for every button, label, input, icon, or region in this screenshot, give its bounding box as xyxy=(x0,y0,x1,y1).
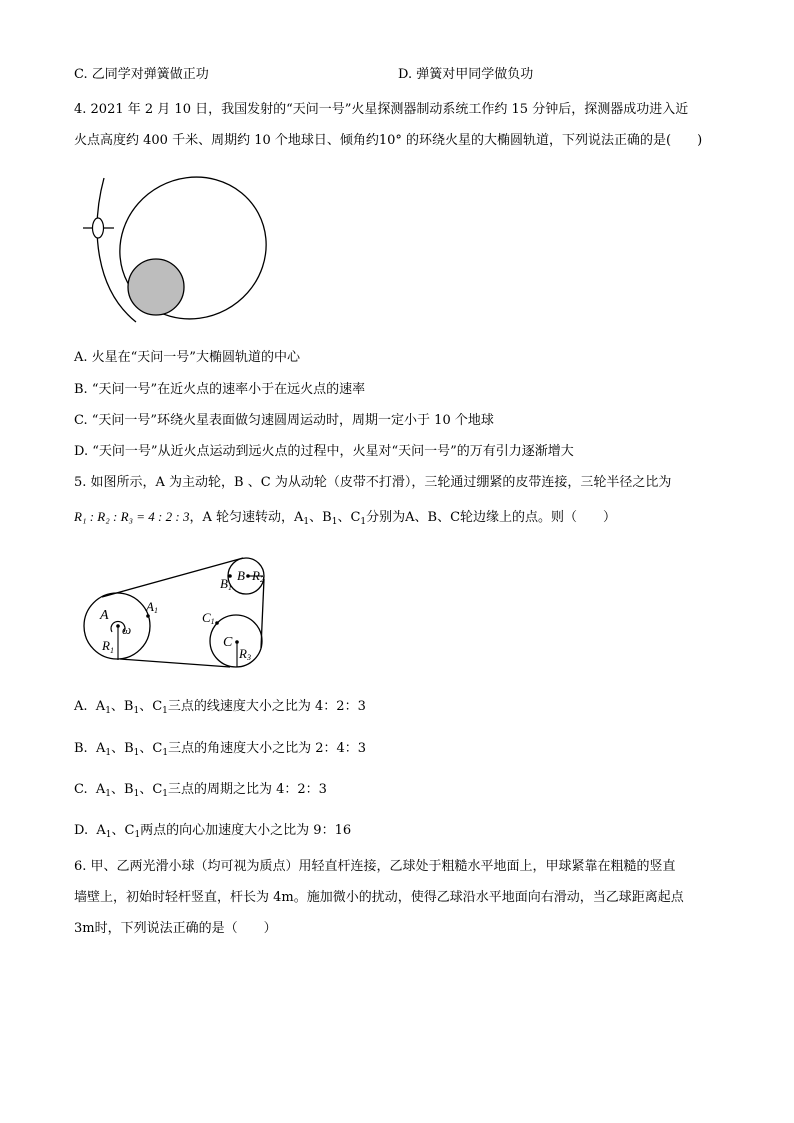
q5-option-d: D. $A_1$、$C_1$两点的向心加速度大小之比为 9：16 xyxy=(74,823,352,840)
label-r3: R3 xyxy=(239,646,251,662)
q3-option-c: C. 乙同学对弹簧做正功 xyxy=(74,67,209,82)
q4-stem-line2: 火点高度约 400 千米、周期约 10 个地球日、倾角约10° 的环绕火星的大椭圆轨道，下列说法正确的是( ) xyxy=(74,133,703,148)
belt-pulley-figure xyxy=(80,554,280,678)
q6-stem-line3: 3m时，下列说法正确的是（ ） xyxy=(74,921,277,936)
q5-option-c: C. $A_1$、$B_1$、$C_1$三点的周期之比为 4：2：3 xyxy=(74,782,327,799)
q5-stem-line2-a: ，A 轮匀速转动，A xyxy=(189,510,304,525)
q6-stem-line1: 6. 甲、乙两光滑小球（均可视为质点）用轻直杆连接，乙球处于粗糙水平地面上，甲球紧靠在粗糙的竖直 xyxy=(74,859,676,874)
label-a: A xyxy=(100,608,109,623)
label-r2: R2 xyxy=(252,568,264,584)
label-c: C xyxy=(223,635,233,650)
approach-trajectory xyxy=(97,178,136,322)
label-c1: C1 xyxy=(202,610,215,626)
q3-option-d: D. 弹簧对甲同学做负功 xyxy=(398,67,534,82)
belt-right xyxy=(261,579,264,648)
q5-stem-line2-d: 分别为A、B、C轮边缘上的点。则（ ） xyxy=(366,510,617,525)
q5-option-b: B. $A_1$、$B_1$、$C_1$三点的角速度大小之比为 2：4：3 xyxy=(74,741,367,758)
mars-orbit-figure xyxy=(78,170,268,340)
q5-stem-line2-c: 、C xyxy=(337,510,361,525)
q5-stem-line1: 5. 如图所示，A 为主动轮，B 、C 为从动轮（皮带不打滑），三轮通过绷紧的皮带连接，三轮半径之比为 xyxy=(74,475,672,490)
elliptical-orbit xyxy=(95,170,268,340)
label-r1: $R_1$ xyxy=(102,638,114,655)
q5-stem-line2: R₁ : R₂ : R₃ = 4 : 2 : 3，A 轮匀速转动，$A_1$、$B_1$、$C_1$分别为A、B、C轮边缘上的点。则（ ） xyxy=(74,509,617,527)
probe-icon xyxy=(83,218,114,238)
q4-option-d: D. “天问一号”从近火点运动到远火点的过程中，火星对“天问一号”的万有引力逐渐增大 xyxy=(74,444,574,459)
q4-stem-line1: 4. 2021 年 2 月 10 日，我国发射的“天问一号”火星探测器制动系统工作约 15 分钟后，探测器成功进入近 xyxy=(74,102,689,117)
q5-option-a: A. $A_1$、$B_1$、$C_1$三点的线速度大小之比为 4：2：3 xyxy=(74,699,366,716)
mars-planet xyxy=(128,259,184,315)
belt-bottom xyxy=(120,659,230,667)
q4-option-c: C. “天问一号”环绕火星表面做匀速圆周运动时，周期一定小于 10 个地球 xyxy=(74,413,494,428)
label-b: B xyxy=(237,568,245,583)
label-b1: B1 xyxy=(220,576,232,592)
label-omega: ω xyxy=(122,622,132,637)
q6-stem-line2: 墙壁上，初始时轻杆竖直，杆长为 4m。施加微小的扰动，使得乙球沿水平地面向右滑动，当乙球距离起点 xyxy=(74,890,684,905)
label-a1: A1 xyxy=(146,599,158,615)
q5-stem-line2-b: 、B xyxy=(309,510,332,525)
q4-option-a: A. 火星在“天问一号”大椭圆轨道的中心 xyxy=(74,350,300,365)
radius-ratio: R₁ : R₂ : R₃ = 4 : 2 : 3 xyxy=(74,509,190,524)
q4-option-b: B. “天问一号”在近火点的速率小于在远火点的速率 xyxy=(74,382,366,397)
